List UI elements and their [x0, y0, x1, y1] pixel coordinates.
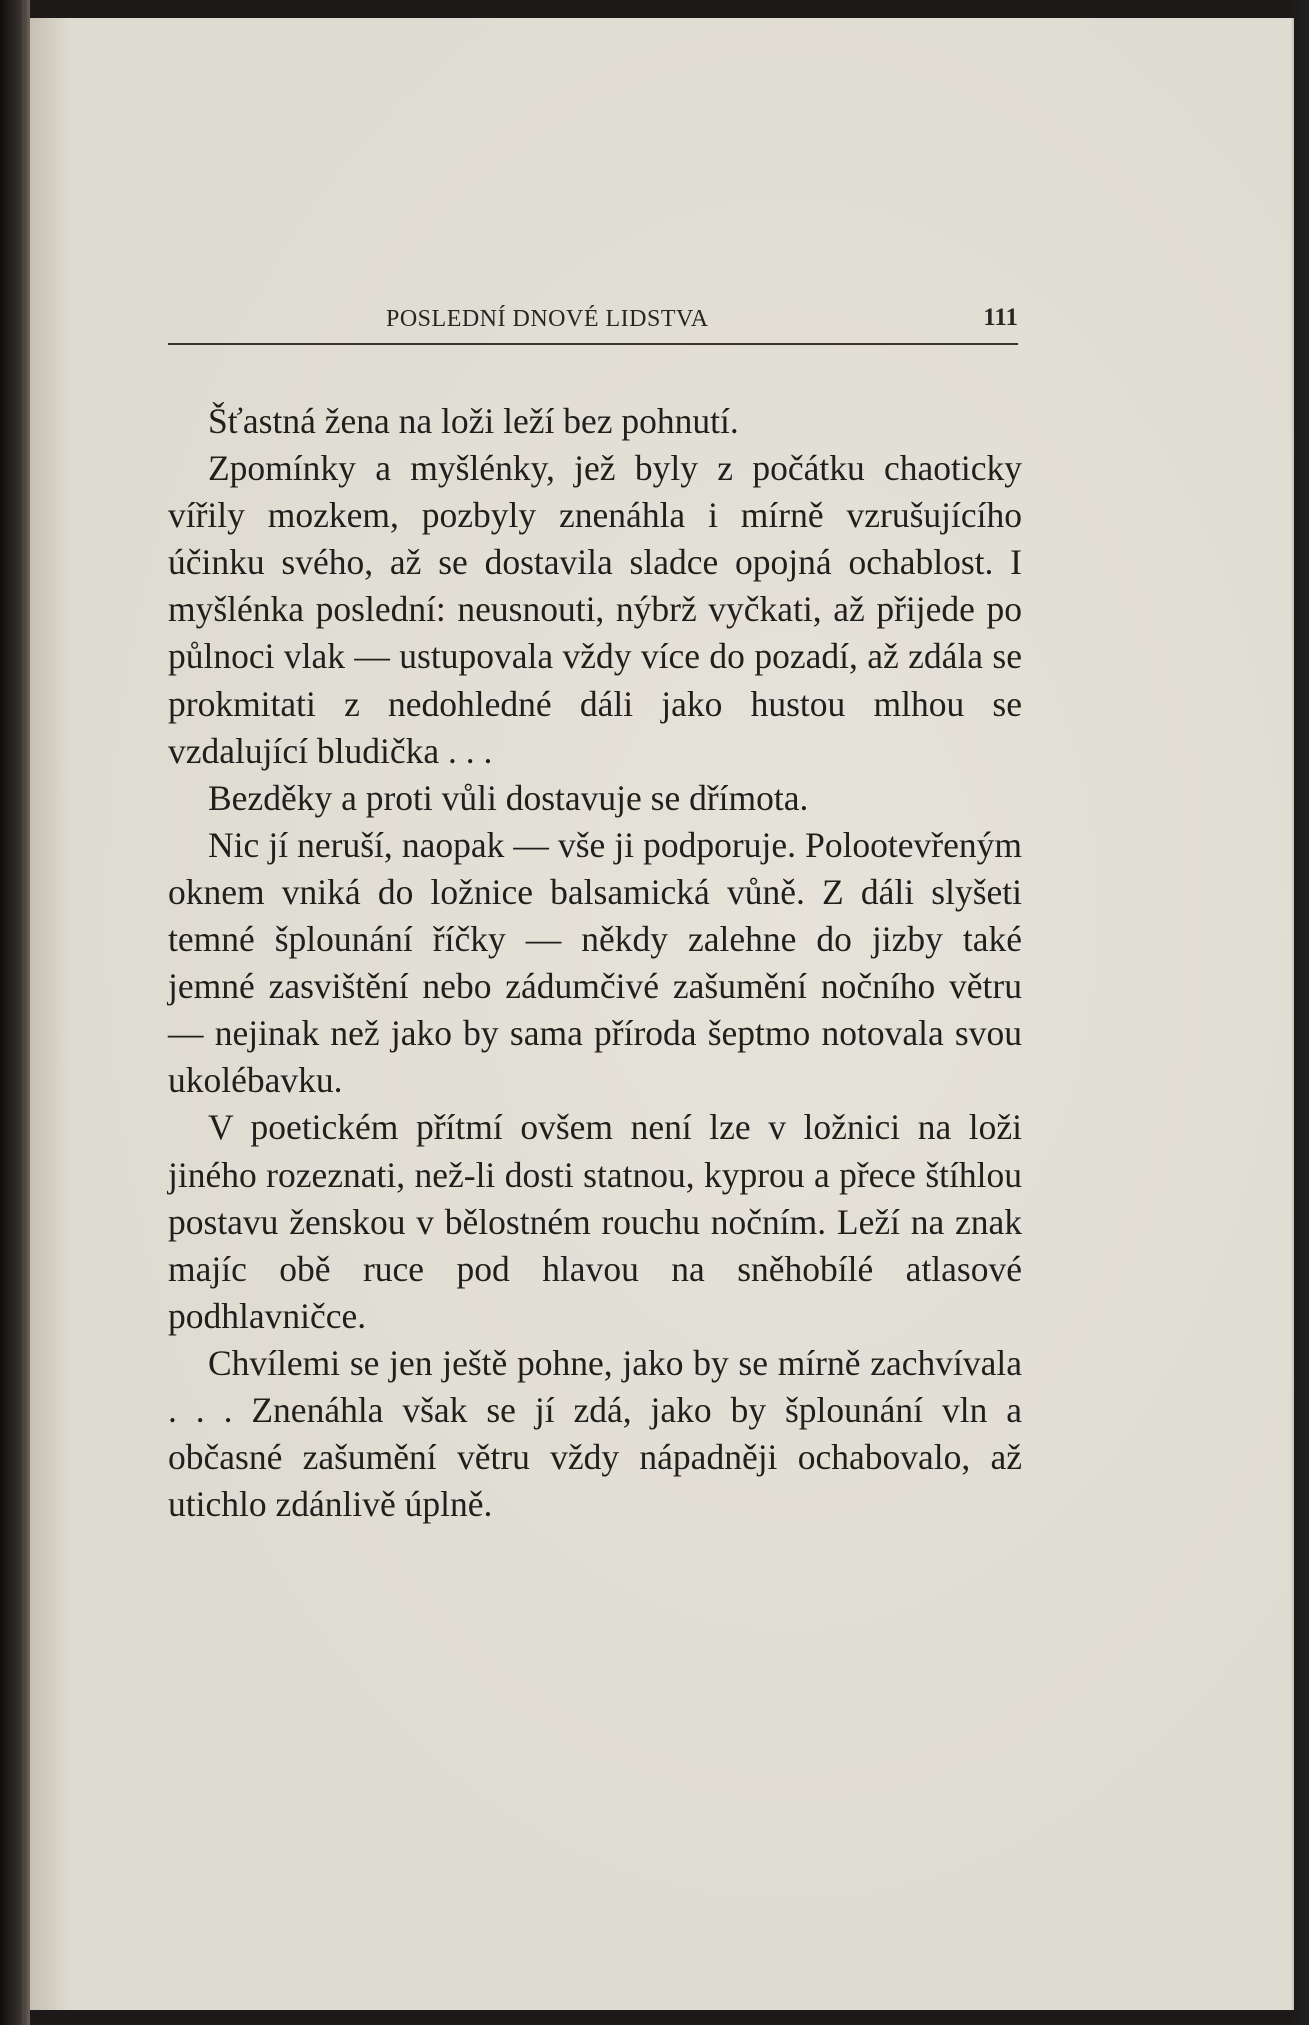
body-text	[168, 398, 1022, 1528]
paragraph: Chvílemi se jen ještě pohne, jako by se mírně zachvívala . . . Znenáhla však se jí zdá, jako by šplounání vln a občasné zašumění větru vždy nápadněji ochabovalo, až utichlo zdánlivě úplně.	[168, 1342, 1022, 1525]
paragraph: Nic jí neruší, naopak — vše ji podporuje. Polootevřeným oknem vniká do ložnice balsamická vůně. Z dáli slyšeti temné šplounání říčky — někdy zalehne do jizby také jemné zasvištění nebo zádumčivé zašumění nočního větru — nejinak než jako by sama příroda šeptmo notovala svou ukolébavku.	[168, 824, 1022, 1101]
paragraph: Šťastná žena na loži leží bez pohnutí.	[208, 401, 739, 441]
paragraph: V poetickém přítmí ovšem není lze v ložnici na loži jiného rozeznati, než-li dosti statnou, kyprou a přece štíhlou postavu ženskou v bělostném rouchu nočním. Leží na znak majíc obě ruce pod hlavou na sněhobílé atlasové podhlavničce.	[168, 1107, 1022, 1336]
page-header	[168, 300, 1018, 340]
book-spine-shadow	[0, 0, 30, 2025]
page-number: 111	[983, 304, 1018, 331]
paragraph: Bezděky a proti vůli dostavuje se dřímota.	[208, 777, 809, 818]
paragraph: Zpomínky a myšlénky, jež byly z počátku chaoticky vířily mozkem, pozbyly znenáhla i mírně vzrušujícího účinku svého, až se dostavila sladce opojná ochablost. I myšlénka poslední: neusnouti, nýbrž vyčkati, až přijede po půlnoci vlak — ustupovala vždy více do pozadí, až zdála se prokmitati z nedohledné dáli jako hustou mlhou se vzdalující bludička . . .	[168, 448, 1022, 771]
book-spine-edge	[22, 0, 25, 2025]
running-title: POSLEDNÍ DNOVÉ LIDSTVA	[386, 306, 709, 332]
header-rule	[168, 343, 1018, 345]
page-right-edge-shadow	[1291, 0, 1309, 2025]
